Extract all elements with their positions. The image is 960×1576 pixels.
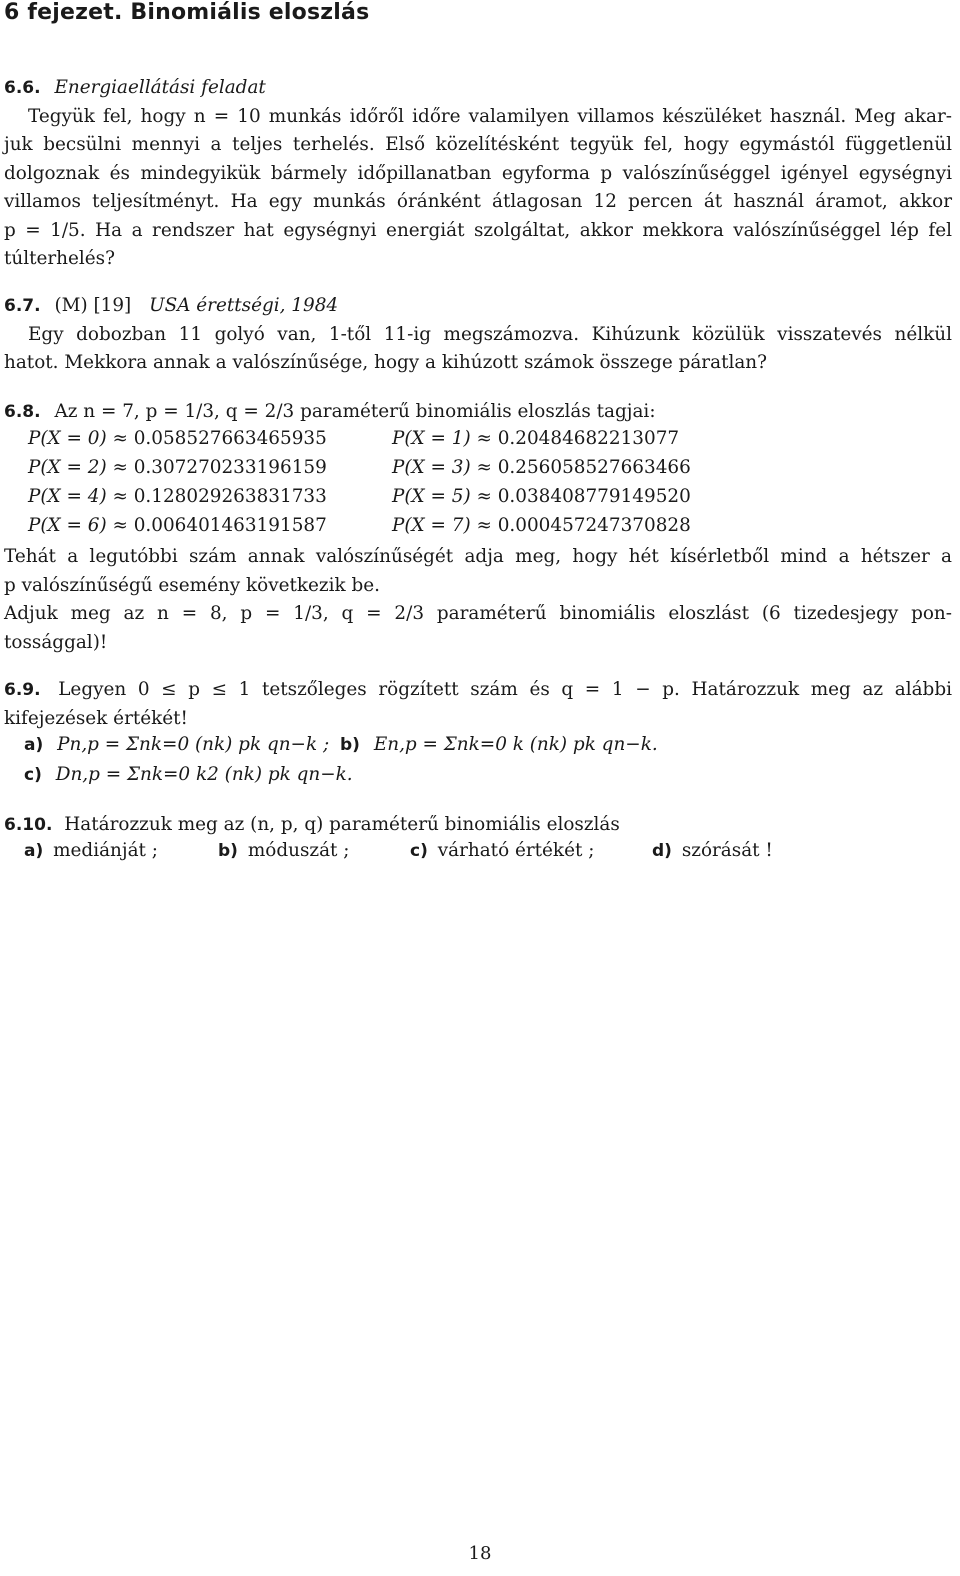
text-line: kifejezések értékét! — [4, 707, 188, 729]
problem-source: (M) [19] — [54, 295, 132, 316]
text-line: p valószínűségű esemény következik be. — [4, 574, 380, 596]
sub-item — [218, 840, 349, 861]
item-label: d) — [652, 841, 672, 861]
probability-value: 0.307270233196159 — [133, 457, 327, 478]
formula-item-c — [24, 764, 353, 785]
item-label: a) — [24, 735, 44, 755]
probability-row — [392, 457, 691, 478]
probability-row — [392, 428, 679, 449]
probability-label: P(X = 2) ≈ — [28, 457, 128, 478]
text-line: Adjuk meg az n = 8, p = 1/3, q = 2/3 paraméterű binomiális eloszlást (6 tizedesjegy pon- — [4, 603, 952, 624]
text-line: villamos teljesítményt. Ha egy munkás óránként átlagosan 12 percen át használ áramot, akkor — [4, 191, 952, 212]
probability-label: P(X = 6) ≈ — [28, 515, 128, 536]
text-line: p = 1/5. Ha a rendszer hat egységnyi energiát szolgáltat, akkor mekkora valószínűséggel lép fel — [4, 219, 952, 241]
probability-row — [28, 515, 327, 536]
problem-6-8-continued — [4, 543, 952, 657]
item-text: szórását ! — [681, 840, 773, 861]
text-line: dolgoznak és mindegyikük bármely időpillanatban egyforma p valószínűséggel igényel egységnyi — [4, 162, 952, 184]
formula: Dn,p = Σnk=0 k2 (nk) pk qn−k. — [55, 764, 353, 785]
page-number: 18 — [468, 1543, 492, 1564]
problem-source-title: USA érettségi, 1984 — [149, 295, 339, 316]
problem-6-6 — [4, 74, 952, 274]
probability-value: 0.20484682213077 — [497, 428, 680, 449]
probability-value: 0.006401463191587 — [133, 515, 327, 536]
formula-item-a — [24, 734, 329, 755]
problem-6-9 — [4, 676, 952, 733]
probability-row — [392, 515, 691, 536]
problem-6-7 — [4, 292, 952, 378]
sub-item — [652, 840, 773, 861]
formula: En,p = Σnk=0 k (nk) pk qn−k. — [373, 734, 658, 755]
sub-item — [24, 840, 158, 861]
text-line: Tegyük fel, hogy n = 10 munkás időről időre valamilyen villamos készüléket használ. Meg akar- — [28, 105, 952, 127]
text-line: Egy dobozban 11 golyó van, 1-től 11-ig megszámozva. Kihúzunk közülük visszatevés nélkül — [28, 323, 952, 345]
sub-item — [410, 840, 594, 861]
item-label: b) — [218, 841, 238, 861]
text-line: hatot. Mekkora annak a valószínűsége, hogy a kihúzott számok összege páratlan? — [4, 352, 768, 373]
item-label: b) — [340, 735, 360, 755]
probability-row — [392, 486, 691, 507]
problem-intro: Az n = 7, p = 1/3, q = 2/3 paraméterű binomiális eloszlás tagjai: — [54, 401, 656, 422]
text-line: túlterhelés? — [4, 248, 115, 269]
probability-value: 0.128029263831733 — [133, 486, 327, 507]
item-text: várható értékét ; — [437, 840, 595, 861]
problem-title: Energiaellátási feladat — [54, 77, 266, 98]
probability-value: 0.256058527663466 — [497, 457, 691, 478]
problem-6-8 — [4, 398, 952, 427]
problem-intro: Határozzuk meg az (n, p, q) paraméterű binomiális eloszlás — [64, 814, 620, 835]
problem-number: 6.9. — [4, 680, 41, 700]
text-line: juk becsülni mennyi a teljes terhelés. Első közelítésként tegyük fel, hogy egymástól függetlenül — [4, 134, 952, 155]
item-text: mediánját ; — [53, 840, 158, 861]
formula-item-b — [340, 734, 658, 755]
problem-number: 6.10. — [4, 815, 53, 835]
probability-value: 0.038408779149520 — [497, 486, 691, 507]
problem-number: 6.7. — [4, 296, 41, 316]
problem-number: 6.8. — [4, 402, 41, 422]
item-label: c) — [24, 765, 42, 785]
probability-row — [28, 428, 327, 449]
probability-value: 0.058527663465935 — [133, 428, 327, 449]
probability-label: P(X = 0) ≈ — [28, 428, 128, 449]
formula: Pn,p = Σnk=0 (nk) pk qn−k ; — [57, 734, 330, 755]
probability-row — [28, 486, 327, 507]
item-text: móduszát ; — [247, 840, 350, 861]
probability-label: P(X = 5) ≈ — [392, 486, 492, 507]
probability-label: P(X = 4) ≈ — [28, 486, 128, 507]
probability-row — [28, 457, 327, 478]
probability-label: P(X = 7) ≈ — [392, 515, 492, 536]
item-label: a) — [24, 841, 44, 861]
probability-label: P(X = 3) ≈ — [392, 457, 492, 478]
problem-number: 6.6. — [4, 78, 41, 98]
probability-label: P(X = 1) ≈ — [392, 428, 492, 449]
problem-6-10 — [4, 811, 952, 840]
item-label: c) — [410, 841, 428, 861]
text-line: Tehát a legutóbbi szám annak valószínűségét adja meg, hogy hét kísérletből mind a hétszer a — [4, 546, 952, 567]
text-line: tossággal)! — [4, 631, 108, 653]
text-line: Legyen 0 ≤ p ≤ 1 tetszőleges rögzített szám és q = 1 − p. Határozzuk meg az alábbi — [58, 679, 952, 700]
chapter-title: 6 fejezet. Binomiális eloszlás — [4, 0, 370, 25]
probability-value: 0.000457247370828 — [497, 515, 691, 536]
